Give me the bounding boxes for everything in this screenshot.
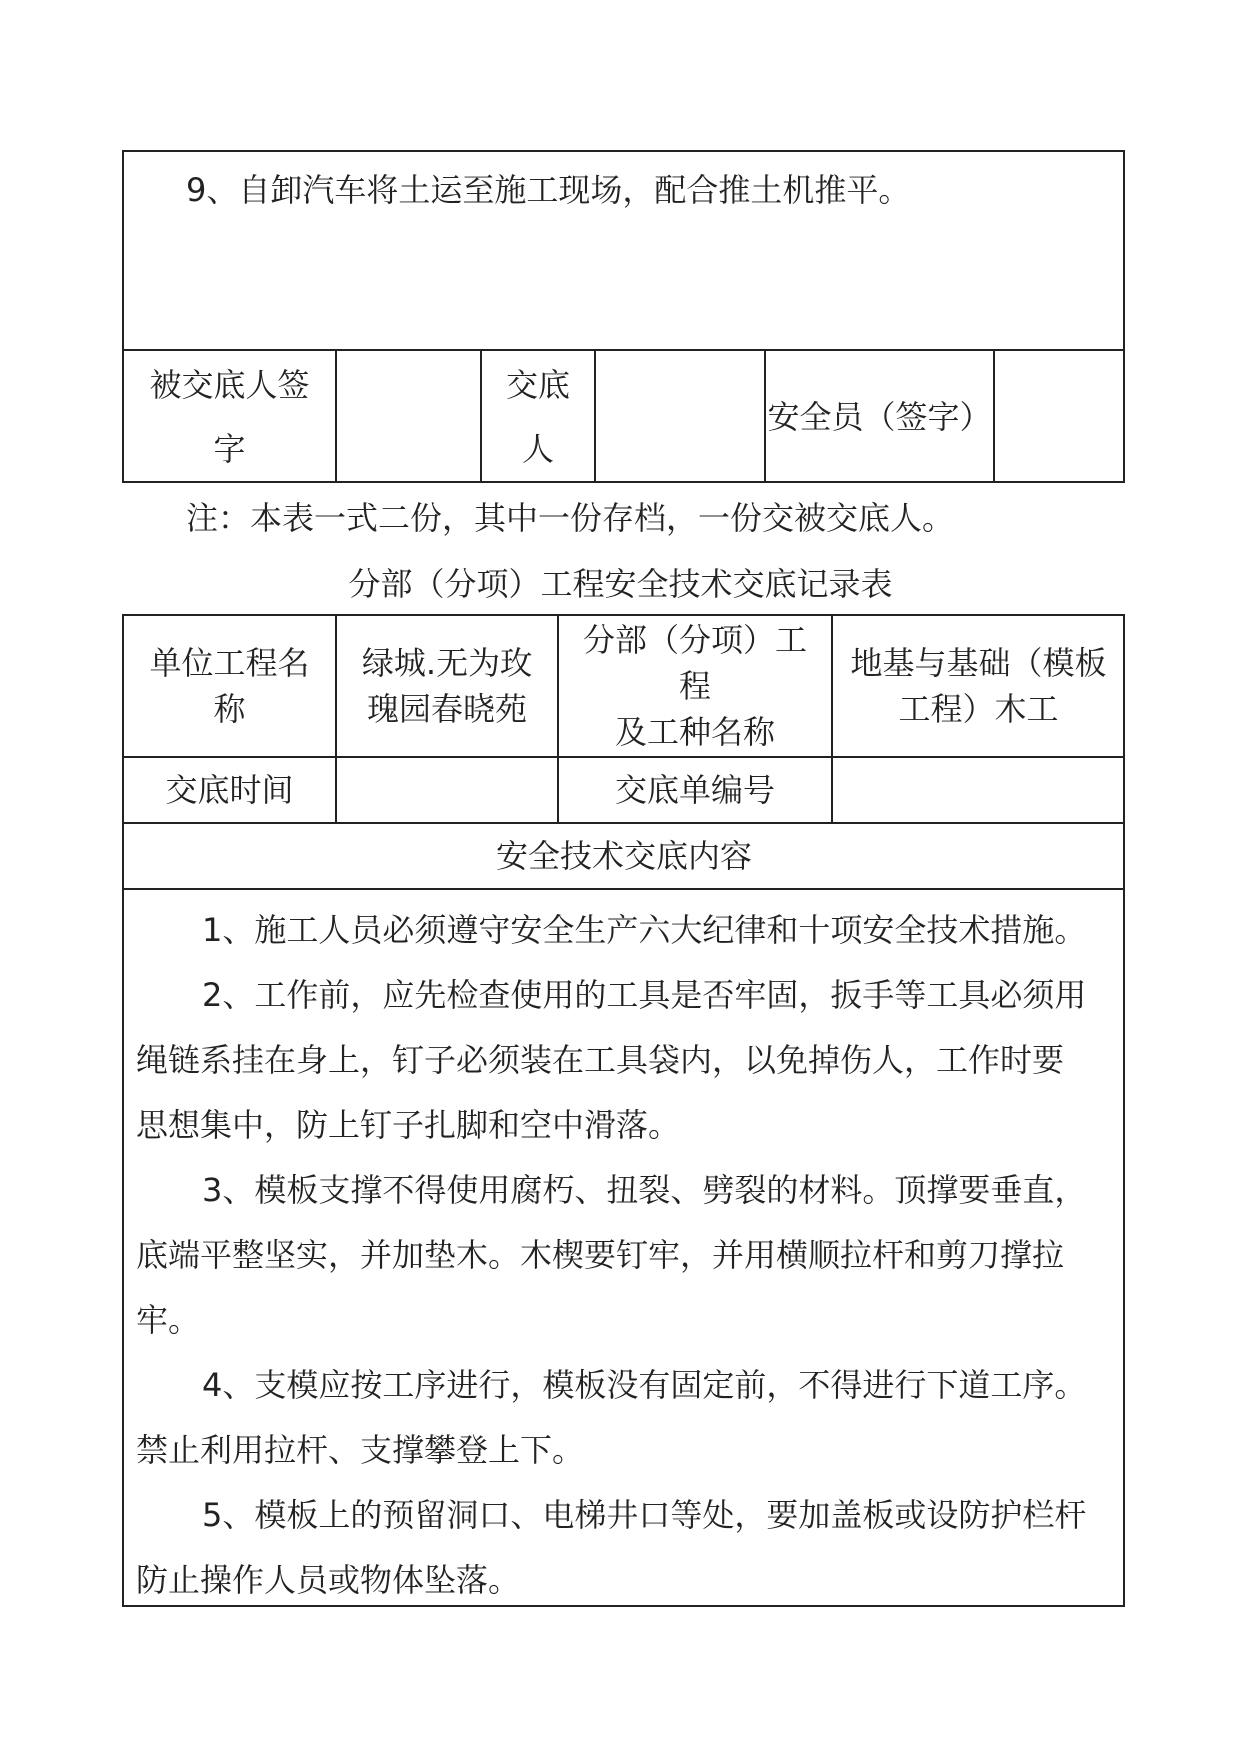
item-9-text: 9、自卸汽车将土运至施工现场，配合推土机推平。 xyxy=(186,171,911,209)
unit-name-value-line-1: 绿城.无为玫 xyxy=(361,644,533,682)
handover-time-field[interactable] xyxy=(337,758,557,822)
giver-label-line-1: 交底 xyxy=(505,366,570,404)
giver-label-line-2: 人 xyxy=(521,430,554,468)
content-header: 安全技术交底内容 xyxy=(495,837,752,875)
unit-name-label-line-2: 称 xyxy=(213,690,246,728)
content-line: 防止操作人员或物体坠落。 xyxy=(136,1561,521,1599)
sub-project-value-line-2: 工程）木工 xyxy=(898,690,1059,728)
content-line: 4、支模应按工序进行，模板没有固定前，不得进行下道工序。 xyxy=(202,1366,1087,1404)
handover-number-field[interactable] xyxy=(833,758,1124,822)
note-text: 注：本表一式二份，其中一份存档，一份交被交底人。 xyxy=(186,499,955,537)
sub-project-value-line-1: 地基与基础（模板 xyxy=(850,644,1107,682)
content-line: 1、施工人员必须遵守安全生产六大纪律和十项安全技术措施。 xyxy=(202,911,1087,949)
content-line: 底端平整坚实，并加垫木。木楔要钉牢，并用横顺拉杆和剪刀撑拉 xyxy=(136,1236,1065,1274)
content-line: 禁止利用拉杆、支撑攀登上下。 xyxy=(136,1431,585,1469)
unit-name-label-line-1: 单位工程名 xyxy=(149,644,310,682)
sub-project-label-line-3: 及工种名称 xyxy=(614,713,775,751)
unit-name-label xyxy=(124,616,335,756)
signee-label-line-1: 被交底人签 xyxy=(149,366,310,404)
safety-officer-label: 安全员（签字） xyxy=(767,398,992,436)
top-table xyxy=(122,150,1125,483)
handover-time-label: 交底时间 xyxy=(165,771,294,809)
content-line: 牢。 xyxy=(136,1301,201,1339)
signee-label xyxy=(124,351,335,483)
unit-name-value-line-2: 瑰园春晓苑 xyxy=(366,690,527,728)
content-line: 2、工作前，应先检查使用的工具是否牢固，扳手等工具必须用 xyxy=(202,976,1087,1014)
content-line: 3、模板支撑不得使用腐朽、扭裂、劈裂的材料。顶撑要垂直， xyxy=(202,1171,1087,1209)
signee-label-line-2: 字 xyxy=(213,430,246,468)
form-title: 分部（分项）工程安全技术交底记录表 xyxy=(348,565,893,603)
sub-project-label-line-1: 分部（分项）工 xyxy=(582,621,807,659)
handover-number-label: 交底单编号 xyxy=(614,771,775,809)
form-table xyxy=(122,614,1125,1607)
sub-project-label xyxy=(559,616,831,756)
giver-signature-field[interactable] xyxy=(596,351,764,483)
sub-project-value xyxy=(833,616,1124,756)
safety-officer-signature-field[interactable] xyxy=(995,351,1124,483)
content-line: 5、模板上的预留洞口、电梯井口等处，要加盖板或设防护栏杆 xyxy=(202,1496,1087,1534)
content-line: 绳链系挂在身上，钉子必须装在工具袋内，以免掉伤人，工作时要 xyxy=(136,1041,1065,1079)
unit-name-value xyxy=(337,616,557,756)
giver-label xyxy=(482,351,594,483)
form-row-line xyxy=(124,888,1124,890)
signee-signature-field[interactable] xyxy=(337,351,480,483)
content-line: 思想集中，防上钉子扎脚和空中滑落。 xyxy=(136,1106,681,1144)
sub-project-label-line-2: 程 xyxy=(678,667,711,705)
